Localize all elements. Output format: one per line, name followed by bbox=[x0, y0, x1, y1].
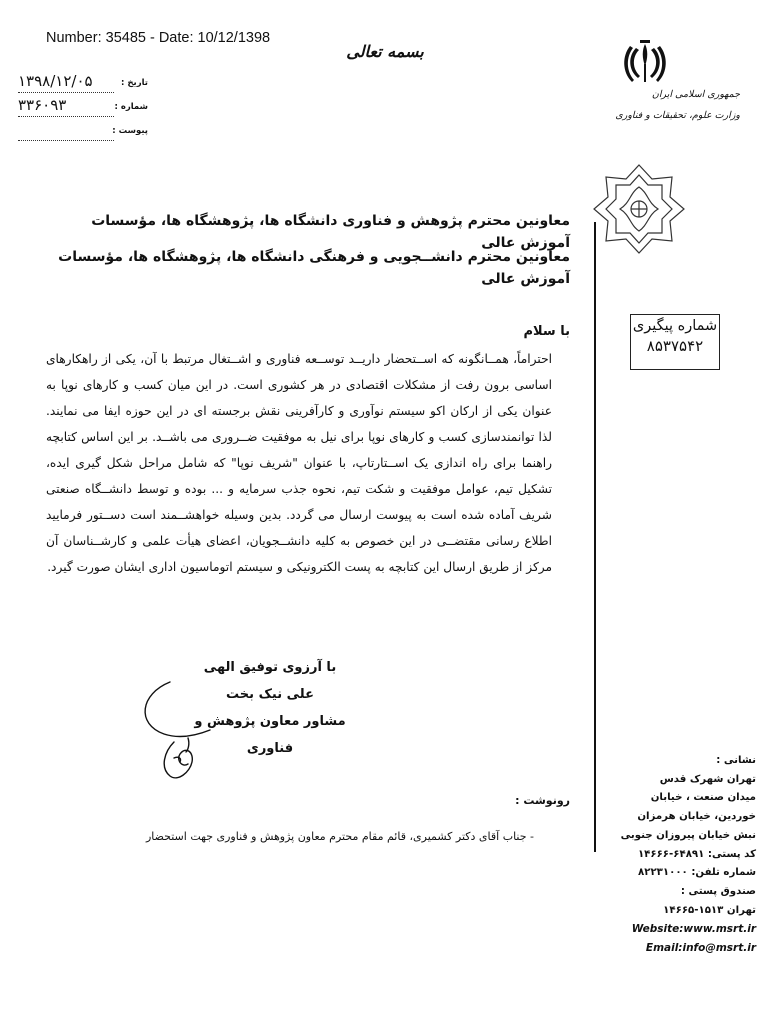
recipient-line-2: معاونین محترم دانشــجویی و فرهنگی دانشگاه ها، پژوهشگاه ها، مؤسسات آموزش عالی bbox=[58, 249, 570, 287]
po-box-label: صندوق پستی : bbox=[680, 885, 756, 897]
signer-name: علی نیک بخت bbox=[226, 687, 314, 702]
phone-number: شماره تلفن: ۸۲۲۳۱۰۰۰ bbox=[638, 867, 756, 879]
closing-wish: با آرزوی توفیق الهی bbox=[203, 660, 337, 675]
date-field bbox=[18, 72, 148, 96]
tracking-number: ۸۵۳۷۵۴۲ bbox=[646, 337, 704, 355]
ministry-name: وزارت علوم، تحقیقات و فناوری bbox=[615, 110, 740, 121]
number-field bbox=[18, 96, 148, 120]
ministry-header bbox=[590, 84, 740, 126]
date-dotted-line bbox=[18, 92, 114, 93]
cc-recipient: - جناب آقای دکتر کشمیری، قائم مقام محترم معاون پژوهش و فناوری جهت استحضار bbox=[145, 830, 534, 843]
vertical-divider bbox=[594, 222, 596, 852]
address-line: تهران شهرک قدس bbox=[659, 773, 756, 785]
greeting: با سلام bbox=[523, 324, 570, 339]
date-value: ۱۳۹۸/۱۲/۰۵ bbox=[18, 72, 93, 90]
ornament-icon bbox=[592, 163, 686, 255]
email-link[interactable]: Email:info@msrt.ir bbox=[645, 942, 756, 955]
postal-code: کد پستی: ۶۴۸۹۱-۱۴۶۶۶ bbox=[637, 848, 756, 860]
attachment-label: پیوست : bbox=[112, 126, 148, 136]
address-line: خوردین، خیابان هرمزان bbox=[637, 811, 756, 823]
iran-emblem-icon bbox=[622, 40, 668, 88]
signer-title: مشاور معاون پژوهش و فناوری bbox=[194, 714, 346, 756]
address-line: میدان صنعت ، خیابان bbox=[650, 792, 756, 804]
address-label: نشانی : bbox=[716, 755, 756, 766]
number-dotted-line bbox=[18, 116, 114, 117]
address-line: نبش خیابان پیروزان جنوبی bbox=[620, 829, 756, 841]
date-label: تاریخ : bbox=[121, 78, 148, 88]
cc-label: رونوشت : bbox=[515, 794, 570, 807]
address-block bbox=[600, 752, 756, 958]
signature-mark bbox=[130, 672, 250, 792]
bismillah-heading: بسمه تعالی bbox=[346, 42, 424, 61]
tracking-number-box bbox=[630, 314, 720, 370]
letter-body: احتراماً، همــانگونه که اســتحضار داریــد توســعه فناوری و اشــتغال مرتبط با آن، یکی از راهکارهای اساسی برون رفت از مشکلات اقتصادی در هر کشوری است. در این میان کسب و کارهای نوپا به عنوان یکی از ارکان اکو سیستم نوآوری و کارآفرینی نقش برجسته ای در این حوزه ایفا می نمایند. لذا توانمندسازی کسب و کارهای نوپا برای نیل به موفقیت ضــروری می باشــد. بر این اساس کتابچه راهنما برای راه اندازی یک اســتارتاپ، با عنوان "شریف نوپا" که شامل مراحل شکل گیری ایده، تشکیل تیم، عوامل موفقیت و شکت تیم، نحوه جذب سرمایه و ... بوده و توسط دانشــگاه صنعتی شریف آماده شده است به پیوست ارسال می گردد. بدین وسیله خواهشــمند است دســتور فرمایید اطلاع رسانی مقتضــی در این خصوص به کلیه دانشــجویان، اعضای هیأت علمی و کارشــناسان آن مرکز از طریق ارسال این کتابچه به پست الکترونیکی و سیستم اتوماسیون اداری ایشان صورت گیرد. bbox=[46, 352, 552, 574]
attachment-field bbox=[18, 126, 148, 144]
website-link[interactable]: Website:www.msrt.ir bbox=[631, 923, 756, 936]
number-label: شماره : bbox=[114, 102, 148, 112]
letter-number-stamp: Number: 35485 - Date: 10/12/1398 bbox=[46, 30, 271, 46]
po-box-number: تهران ۱۵۱۳-۱۴۶۶۵ bbox=[663, 904, 756, 916]
recipient-line-1: معاونین محترم پژوهش و فناوری دانشگاه ها، پژوهشگاه ها، مؤسسات آموزش عالی bbox=[91, 213, 570, 251]
tracking-label: شماره پیگیری bbox=[632, 318, 718, 334]
republic-name: جمهوری اسلامی ایران bbox=[651, 89, 740, 100]
number-value: ۳۳۶۰۹۳ bbox=[18, 96, 67, 114]
attachment-dotted-line bbox=[18, 140, 114, 141]
